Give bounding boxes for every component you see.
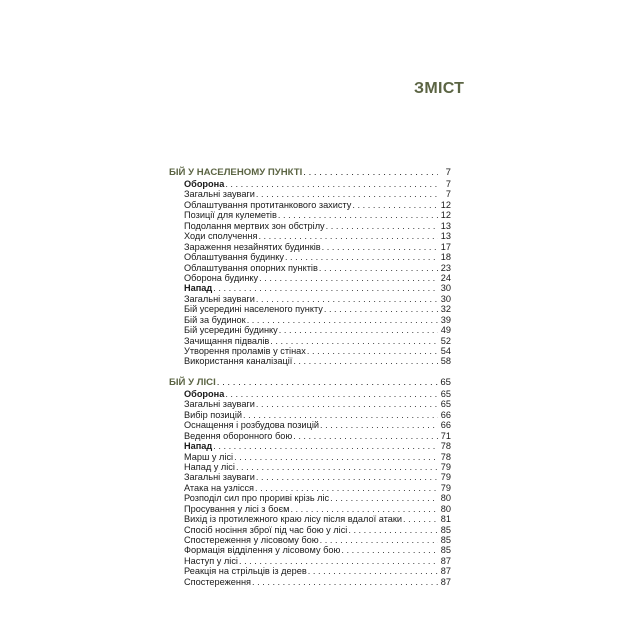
toc-entry-label: Оборона xyxy=(184,388,225,399)
toc-entry-label: Атака на узлісся xyxy=(184,482,255,493)
toc-entry-label: Загальні зауваги xyxy=(184,189,255,200)
dot-leader xyxy=(293,356,438,366)
toc-page-number: 58 xyxy=(440,356,451,367)
dot-leader xyxy=(234,452,438,462)
toc-entry xyxy=(169,231,451,241)
toc-page-number: 87 xyxy=(440,566,451,577)
toc-page-number: 7 xyxy=(445,179,451,189)
toc-entry-label: Використання каналізації xyxy=(184,356,293,367)
toc-page-number: 7 xyxy=(445,189,451,200)
toc-page-number: 54 xyxy=(440,346,451,356)
toc-page-number: 71 xyxy=(440,430,451,441)
toc-page-number: 87 xyxy=(440,576,451,587)
toc-entry xyxy=(169,535,451,545)
toc-entry-label: Утворення проламів у стінах xyxy=(184,346,306,356)
toc-entry-label: Оборона будинку xyxy=(184,272,259,283)
toc-entry xyxy=(169,294,451,304)
toc-entry xyxy=(169,545,451,555)
toc-page-number: 87 xyxy=(440,555,451,566)
dot-leader xyxy=(352,200,438,210)
toc-page-number: 12 xyxy=(440,210,451,221)
toc-entry-label: Марш у лісі xyxy=(184,451,234,462)
dot-leader xyxy=(252,577,438,587)
toc-entry-label: Спосіб носіння зброї під час бою у лісі xyxy=(184,524,348,535)
toc-entry xyxy=(169,189,451,199)
toc-page-number: 85 xyxy=(440,524,451,535)
toc-entry-label: Ведення оборонного бою xyxy=(184,430,293,441)
toc-entry-label: Облаштування опорних пунктів xyxy=(184,262,318,273)
toc-entry-label: Бій усередині населеного пункту xyxy=(184,304,323,315)
dot-leader xyxy=(293,431,438,441)
dot-leader xyxy=(278,210,438,220)
toc-entry-label: Оборона xyxy=(184,179,225,189)
toc-page-number: 52 xyxy=(440,335,451,346)
toc-subheading xyxy=(169,283,451,293)
toc-page-number: 65 xyxy=(440,376,451,388)
table-of-contents xyxy=(169,166,451,587)
toc-entry-label: Напад xyxy=(184,283,213,294)
toc-page-number: 79 xyxy=(440,461,451,472)
dot-leader xyxy=(270,336,438,346)
toc-entry xyxy=(169,577,451,587)
dot-leader xyxy=(322,242,438,252)
toc-page-number: 13 xyxy=(440,220,451,231)
dot-leader xyxy=(324,304,438,314)
toc-entry-label: Напад у лісі xyxy=(184,461,235,472)
toc-page-number: 79 xyxy=(440,482,451,493)
toc-entry xyxy=(169,356,451,366)
toc-entry xyxy=(169,273,451,283)
toc-page-number: 65 xyxy=(440,399,451,410)
toc-entry xyxy=(169,315,451,325)
toc-entry-label: Бій за будинок xyxy=(184,314,246,325)
dot-leader xyxy=(330,493,438,503)
toc-section xyxy=(169,166,451,367)
dot-leader xyxy=(255,483,438,493)
toc-page-number: 80 xyxy=(440,493,451,504)
dot-leader xyxy=(256,189,438,199)
dot-leader xyxy=(348,525,438,535)
dot-leader xyxy=(256,294,438,304)
dot-leader xyxy=(243,410,438,420)
dot-leader xyxy=(303,166,438,179)
toc-page-number: 12 xyxy=(440,199,451,210)
toc-entry xyxy=(169,452,451,462)
toc-section xyxy=(169,376,451,587)
toc-entry-label: Спостереження у лісовому бою xyxy=(184,535,319,545)
toc-entry-label: Реакція на стрільців із дерев xyxy=(184,566,307,577)
toc-entry-label: Вибір позицій xyxy=(184,409,242,420)
toc-entry xyxy=(169,493,451,503)
toc-subheading xyxy=(169,179,451,189)
dot-leader xyxy=(239,556,438,566)
toc-entry-label: Зараження незайнятих будинків xyxy=(184,241,321,252)
toc-page-number: 39 xyxy=(440,314,451,325)
toc-page-number: 17 xyxy=(440,241,451,252)
dot-leader xyxy=(320,420,438,430)
dot-leader xyxy=(403,514,438,524)
dot-leader xyxy=(225,389,438,399)
toc-entry xyxy=(169,410,451,420)
toc-entry xyxy=(169,304,451,314)
dot-leader xyxy=(320,535,438,545)
toc-page-number: 18 xyxy=(440,252,451,263)
toc-entry-label: Оснащення і розбудова позицій xyxy=(184,420,320,431)
toc-entry xyxy=(169,566,451,576)
toc-entry-label: Зачищання підвалів xyxy=(184,335,270,346)
toc-entry xyxy=(169,252,451,262)
toc-page-number: 7 xyxy=(445,167,451,178)
toc-entry-label: Формація відділення у лісовому бою xyxy=(184,545,341,556)
toc-entry xyxy=(169,504,451,514)
toc-entry xyxy=(169,472,451,482)
toc-subheading xyxy=(169,389,451,399)
dot-leader xyxy=(213,441,438,451)
toc-entry-label: Загальні зауваги xyxy=(184,293,255,304)
toc-entry-label: Загальні зауваги xyxy=(184,399,255,410)
toc-entry xyxy=(169,210,451,220)
toc-page-number: 49 xyxy=(440,325,451,336)
toc-entry-label: Просування у лісі з боєм xyxy=(184,503,290,514)
toc-page-number: 32 xyxy=(440,304,451,315)
toc-entry-label: Загальні зауваги xyxy=(184,472,255,483)
toc-entry-label: Вихід із протилежного краю лісу після вдалої атаки xyxy=(184,514,402,525)
toc-page-number: 23 xyxy=(440,262,451,273)
dot-leader xyxy=(319,263,438,273)
dot-leader xyxy=(213,283,438,293)
toc-entry xyxy=(169,346,451,356)
toc-page-number: 65 xyxy=(440,388,451,399)
toc-entry-label: Позиції для кулеметів xyxy=(184,210,277,221)
dot-leader xyxy=(236,462,438,472)
dot-leader xyxy=(225,179,438,189)
toc-page-number: 66 xyxy=(440,409,451,420)
toc-entry xyxy=(169,514,451,524)
dot-leader xyxy=(256,399,438,409)
toc-page-number: 78 xyxy=(440,451,451,462)
toc-entry xyxy=(169,336,451,346)
toc-entry-label: Розподіл сил про прориві крізь ліс xyxy=(184,493,330,504)
toc-entry xyxy=(169,556,451,566)
toc-page-number: 24 xyxy=(440,272,451,283)
dot-leader xyxy=(307,346,438,356)
toc-page-number: 78 xyxy=(440,441,451,452)
toc-entry xyxy=(169,242,451,252)
toc-entry xyxy=(169,399,451,409)
toc-entry-label: Наступ у лісі xyxy=(184,555,238,566)
toc-entry-label: Подолання мертвих зон обстрілу xyxy=(184,220,325,231)
dot-leader xyxy=(290,504,438,514)
toc-entry-label: Бій усередині будинку xyxy=(184,325,278,336)
toc-chapter-heading xyxy=(169,166,451,179)
toc-page-number: 13 xyxy=(440,231,451,242)
toc-page-number: 30 xyxy=(440,293,451,304)
dot-leader xyxy=(279,325,438,335)
toc-entry-label: БІЙ У НАСЕЛЕНОМУ ПУНКТІ xyxy=(169,167,303,178)
toc-page-number: 66 xyxy=(440,420,451,431)
dot-leader xyxy=(256,472,438,482)
toc-entry-label: Напад xyxy=(184,441,213,452)
dot-leader xyxy=(341,545,438,555)
toc-entry xyxy=(169,420,451,430)
toc-page-number: 85 xyxy=(440,545,451,556)
toc-entry xyxy=(169,525,451,535)
dot-leader xyxy=(308,566,438,576)
dot-leader xyxy=(285,252,438,262)
toc-page-number: 30 xyxy=(440,283,451,294)
toc-entry xyxy=(169,483,451,493)
dot-leader xyxy=(258,231,438,241)
toc-page-number: 80 xyxy=(440,503,451,514)
toc-entry xyxy=(169,263,451,273)
toc-entry-label: Облаштування будинку xyxy=(184,252,284,263)
dot-leader xyxy=(326,221,438,231)
toc-page-number: 81 xyxy=(440,514,451,525)
toc-entry-label: БІЙ У ЛІСІ xyxy=(169,376,216,388)
toc-entry-label: Облаштування протитанкового захисту xyxy=(184,199,352,210)
toc-entry xyxy=(169,431,451,441)
toc-entry xyxy=(169,462,451,472)
toc-chapter-heading xyxy=(169,376,451,389)
toc-entry-label: Ходи сполучення xyxy=(184,231,258,242)
page-title: ЗМІСТ xyxy=(414,80,465,97)
dot-leader xyxy=(247,315,438,325)
dot-leader xyxy=(217,376,438,389)
toc-subheading xyxy=(169,441,451,451)
toc-entry xyxy=(169,325,451,335)
toc-entry xyxy=(169,200,451,210)
dot-leader xyxy=(259,273,438,283)
toc-entry-label: Спостереження xyxy=(184,576,252,587)
toc-entry xyxy=(169,221,451,231)
toc-page-number: 85 xyxy=(440,535,451,545)
toc-page-number: 79 xyxy=(440,472,451,483)
